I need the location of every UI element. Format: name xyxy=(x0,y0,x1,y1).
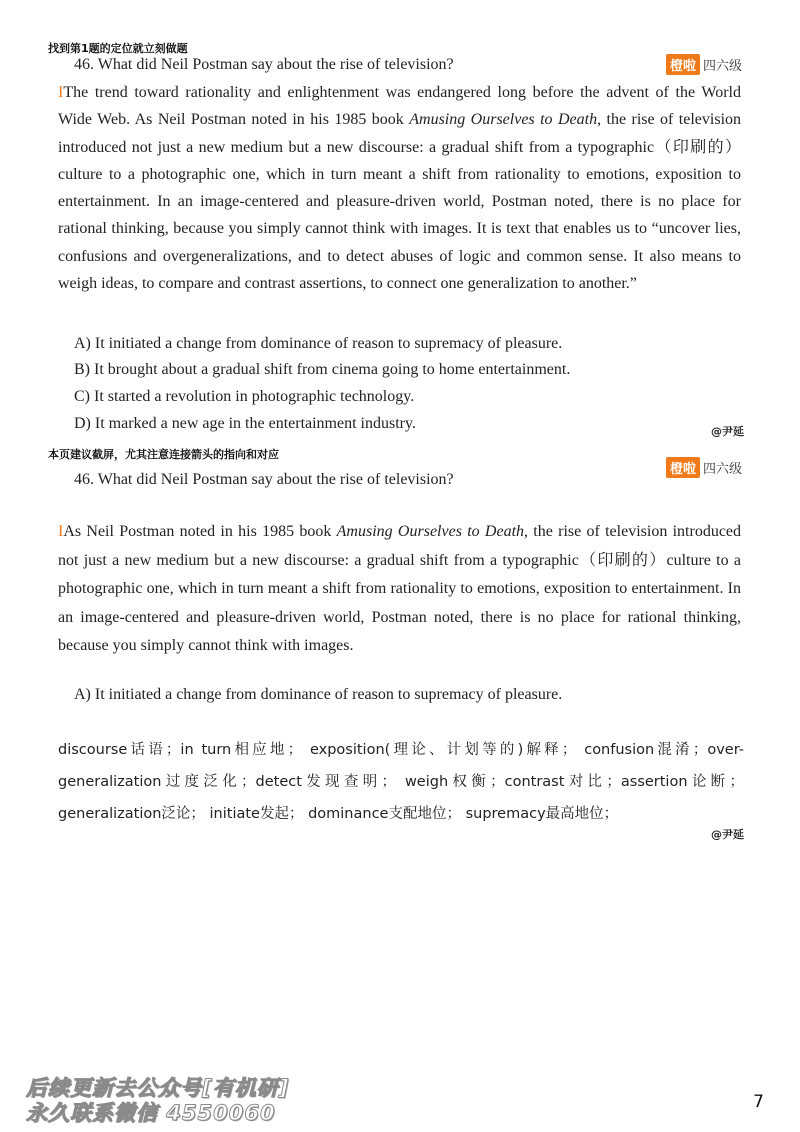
question-title: 46. What did Neil Postman say about the rise of television? xyxy=(74,471,454,488)
page-number: 7 xyxy=(753,1092,764,1112)
brand-badge xyxy=(666,54,742,75)
brand-level: 四六级 xyxy=(702,462,742,477)
passage-paragraph xyxy=(58,79,741,297)
passage-paragraph xyxy=(58,518,741,661)
answer-option: A) It initiated a change from dominance of reason to supremacy of pleasure. xyxy=(74,686,563,703)
paragraph-text: The trend toward rationality and enlightenment was endangered long before the advent of the World Wide Web. As Neil Postman noted in his 1985 book xyxy=(58,84,741,129)
top-note: 找到第1题的定位就立刻做题 xyxy=(48,42,188,55)
paragraph-text: , the rise of television introduced not just a new medium but a new discourse: a gradual shift from a typographic（印刷的）culture to a photographic one, which in turn meant a shift from rationality to emotions, exposition to entertainment. In an image-centered and pleasure-driven world, Postman noted, there is no place for rational thinking, because you simply cannot think with images. It is text that enables us to “uncover lies, confusions and overgeneralizations, and to detect abuses of logic and common sense. It also means to weigh ideas, to compare and contrast assertions, to connect one generalization to another.” xyxy=(58,111,742,293)
paragraph-text: As Neil Postman noted in his 1985 book xyxy=(63,523,337,540)
paragraph-marker: I xyxy=(58,523,64,540)
book-title: Amusing Ourselves to Death xyxy=(336,523,525,540)
brand-level: 四六级 xyxy=(702,59,742,74)
option-d: D) It marked a new age in the entertainment industry. xyxy=(74,415,416,432)
paragraph-marker: I xyxy=(58,84,64,101)
option-b: B) It brought about a gradual shift from cinema going to home entertainment. xyxy=(74,361,571,378)
paragraph-text: , the rise of television introduced not just a new medium but a new discourse: a gradual shift from a typographic（印刷的）culture to a photographic one, which in turn meant a shift from rationality to emotions, exposition to entertainment. In an image-centered and pleasure-driven world, Postman noted, there is no place for rational thinking, because you simply cannot think with images. xyxy=(58,523,742,654)
brand-badge xyxy=(666,457,742,478)
top-note: 本页建议截屏，尤其注意连接箭头的指向和对应 xyxy=(48,448,279,461)
question-title: 46. What did Neil Postman say about the rise of television? xyxy=(74,56,454,73)
option-c: C) It started a revolution in photographic technology. xyxy=(74,388,415,405)
brand-logo: 橙啦 xyxy=(666,457,700,478)
vocabulary-list: discourse话语；in turn相应地； exposition(理论、计划等的)解释； confusion混淆；over-generalization过度泛化；detect发现查明； weigh权衡；contrast对比；assertion论断；generalization泛论； initiate发起； dominance支配地位； supremacy最高地位； xyxy=(58,742,744,822)
footer-watermark-line2: 永久联系微信 4550060 xyxy=(26,1101,276,1125)
book-title: Amusing Ourselves to Death xyxy=(409,111,598,129)
brand-logo: 橙啦 xyxy=(666,54,700,75)
option-a: A) It initiated a change from dominance of reason to supremacy of pleasure. xyxy=(74,335,563,352)
author-handle: @尹延 xyxy=(711,828,744,841)
author-handle: @尹延 xyxy=(711,425,744,438)
footer-watermark-line1: 后续更新去公众号[有机研] xyxy=(26,1076,290,1100)
